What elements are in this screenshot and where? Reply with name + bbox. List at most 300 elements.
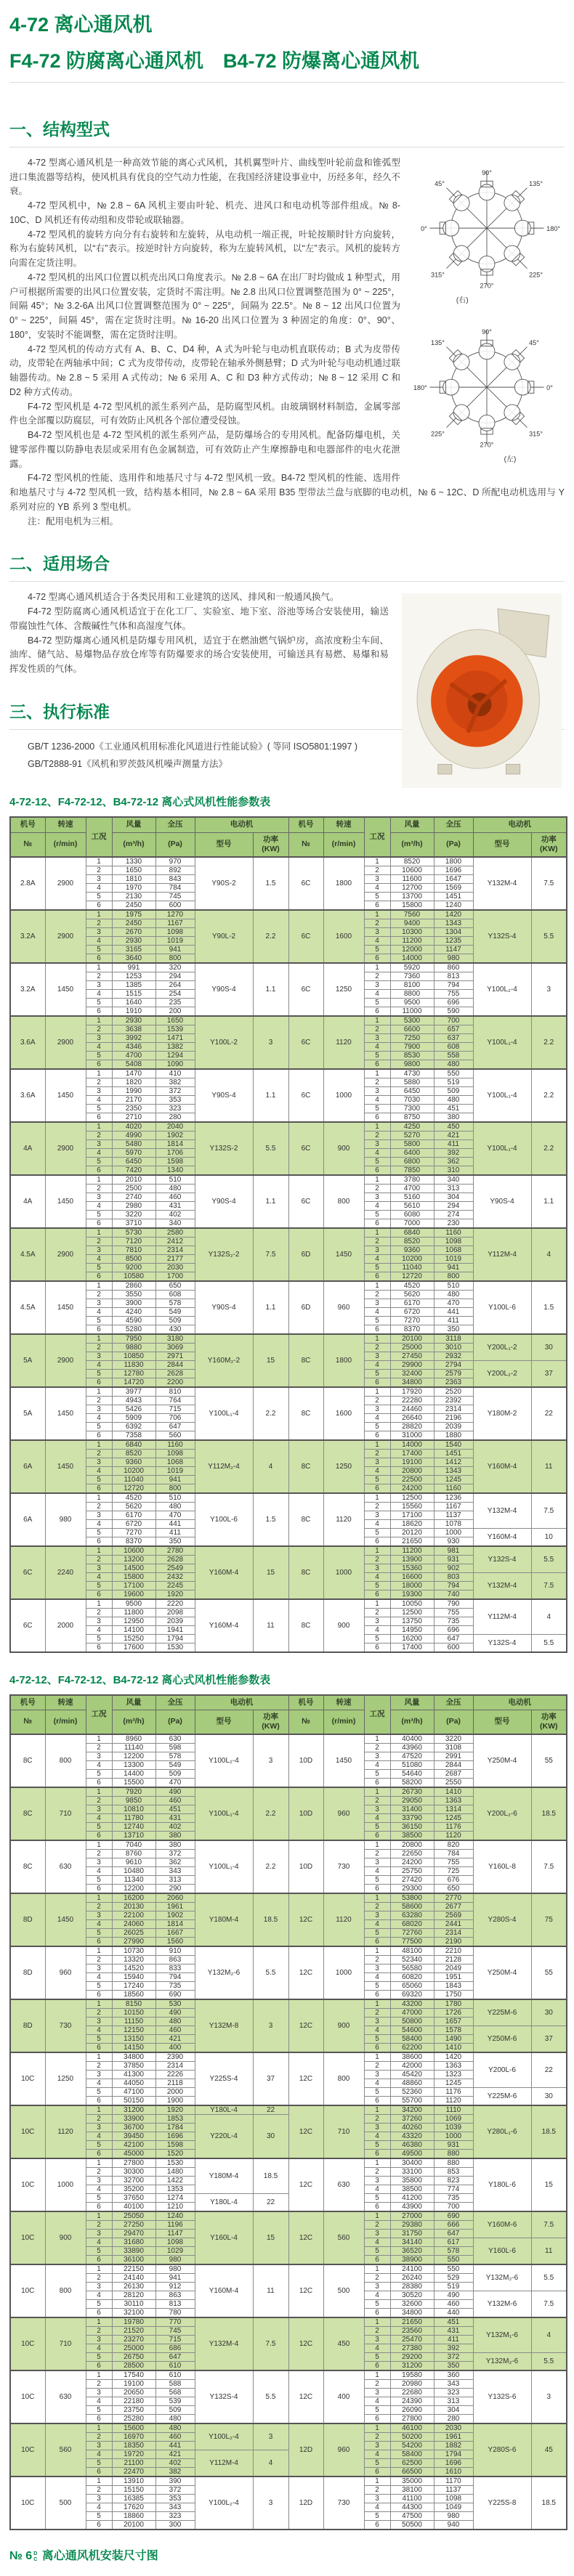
table-cell: 509	[155, 1770, 195, 1779]
column-header: (m³/h)	[112, 832, 155, 857]
table-cell: 1600	[323, 910, 364, 963]
table-cell: 1	[364, 1334, 390, 1344]
table-cell: 3180	[155, 1334, 195, 1344]
table-cell: 2710	[112, 1113, 155, 1122]
table-cell: 4590	[112, 1316, 155, 1325]
table-cell: 290	[155, 1885, 195, 1894]
table-cell: 1794	[155, 1634, 195, 1643]
table-cell: 4	[86, 1148, 112, 1157]
table-cell: 588	[155, 2380, 195, 2389]
table-cell: 1	[86, 1122, 112, 1131]
table-cell: Y160M-4	[195, 1546, 253, 1599]
table-cell: 5	[364, 1770, 390, 1779]
s2-paragraph-2: F4-72 型防腐离心通风机适宜于在化工厂、实验室、地下室、浴池等场合安装使用，输送带腐蚀性气体、含酸碱性气体和高湿度气体。	[9, 606, 389, 631]
table-cell: 6	[86, 1431, 112, 1440]
table-cell: 54200	[390, 2442, 434, 2450]
table-cell: 8800	[390, 989, 434, 998]
table-cell: 2196	[434, 1413, 473, 1422]
table-cell: 3	[364, 1246, 390, 1254]
table-cell: 8C	[288, 1493, 323, 1546]
table-cell: 630	[45, 2370, 86, 2423]
table-cell: 2	[364, 2486, 390, 2495]
table-cell: 1800	[434, 857, 473, 866]
table-cell: 1902	[155, 1131, 195, 1139]
table-cell: 17240	[112, 1982, 155, 1991]
table-cell: 53800	[390, 1893, 434, 1903]
table-cell: 2	[364, 2062, 390, 2071]
table-cell: 6	[86, 2150, 112, 2159]
table-cell: 810	[155, 1387, 195, 1397]
table-cell: 40260	[390, 2124, 434, 2132]
table-cell: 5	[364, 1823, 390, 1832]
table-cell: 6	[86, 1885, 112, 1894]
table-row	[10, 1122, 567, 1131]
table-cell: 4	[86, 1920, 112, 1929]
table-cell: 12000	[390, 945, 434, 954]
table-cell: 12740	[112, 1823, 155, 1832]
table-cell: 12150	[112, 2026, 155, 2035]
table-row	[10, 963, 567, 972]
table-cell: 490	[155, 1787, 195, 1797]
table-cell: 46100	[390, 2423, 434, 2433]
table-cell: 3	[364, 874, 390, 883]
table-cell: 2	[86, 2168, 112, 2177]
s1-paragraph-5: 4-72 型风机的传动方式有 A、B、C、D4 种，A 式为叶轮与电动机直联传动；B 式为皮带传动，皮带轮在两轴承中间；C 式为皮带传动，皮带轮在轴承外侧悬臂；D 式为叶轮与电动机通过联轴器传动。№ 2.8 ~ 5 采用 A 式传动；№ 6 采用 A、C 和 D3 种方式传动；№ 8 ~ 12 采用 C 和 D2 种方式传动。	[9, 344, 400, 397]
table-cell: 12C	[288, 2158, 323, 2211]
table-cell: 27450	[390, 1352, 434, 1360]
table-cell: 35200	[112, 2185, 155, 2194]
table-cell: 2550	[434, 1779, 473, 1788]
table-cell: 29300	[390, 1885, 434, 1894]
table-cell: 1450	[323, 1734, 364, 1787]
table-cell: 4	[86, 936, 112, 945]
table-cell: 730	[323, 1840, 364, 1893]
table-cell: 13150	[112, 2035, 155, 2044]
table-cell: 1780	[434, 1999, 473, 2009]
table-cell: 12500	[390, 1608, 434, 1617]
table-cell: Y112M-4	[195, 2450, 253, 2477]
table-cell: Y100L₁-4	[195, 1787, 253, 1840]
table-cell: 902	[434, 1564, 473, 1572]
table-cell: 3710	[112, 1219, 155, 1228]
s1-paragraph-4: 4-72 型风机的出风口位置以机壳出风口角度表示。№ 2.8 ~ 6A 在出厂时均做成 1 种型式，用户可根据所需要的出风口位置安装，定货时不需注明。№ 2.8 出风口位置调整范围为 0° ~ 225°，间隔 45°；№ 3.2-6A 出风口位置调整范围为 0° ~ 225°，间隔为 22.5°。№ 8 ~ 12 出风口位置为 0° ~ 225°，间隔 45°，需在定货时注明。№ 16-20 出风口位置为 3 种固定的角度：0°、90°、180°，安装时不能调整，需在定货时注明。	[9, 272, 400, 340]
table-cell: 36700	[112, 2124, 155, 2132]
table-cell: 6	[86, 1113, 112, 1122]
table-cell: 1	[86, 2370, 112, 2380]
table-cell: 21650	[390, 2317, 434, 2327]
table-cell: 46380	[390, 2141, 434, 2150]
table-cell: 9360	[390, 1246, 434, 1254]
table-cell: 981	[434, 1546, 473, 1556]
table-cell: 3	[253, 1016, 288, 1069]
table-cell: 637	[434, 1033, 473, 1042]
table-cell: 5	[364, 2459, 390, 2468]
table-cell: 1343	[434, 1466, 473, 1475]
table-cell: 25000	[390, 1343, 434, 1352]
table-cell: 47000	[390, 2009, 434, 2018]
table-cell: 4	[364, 1201, 390, 1210]
table-cell: 2930	[112, 936, 155, 945]
table-cell: 1450	[45, 1069, 86, 1122]
table-cell: 20800	[390, 1466, 434, 1475]
table-cell: Y90S-4	[195, 1175, 253, 1228]
table-cell: 1	[364, 2105, 390, 2115]
table-cell: 560	[45, 2423, 86, 2477]
table-cell: 11	[253, 1599, 288, 1652]
table-cell: 2860	[112, 1281, 155, 1291]
table-cell: 2780	[155, 1546, 195, 1556]
table-cell: 3	[364, 1086, 390, 1095]
table-cell: 3	[253, 1999, 288, 2052]
rotation-diagram-left	[409, 320, 565, 474]
table-cell: 500	[323, 2264, 364, 2317]
table-cell: 2.8A	[10, 857, 45, 910]
table-cell: Y90S-4	[195, 963, 253, 1016]
table-cell: 1	[86, 2317, 112, 2327]
table-cell: 1	[364, 1387, 390, 1397]
table-cell: 8960	[112, 1734, 155, 1744]
table-cell: 6	[364, 2362, 390, 2371]
table-cell: 647	[434, 1634, 473, 1643]
table-cell: 1667	[155, 1929, 195, 1938]
table-cell: 1137	[434, 1511, 473, 1519]
table-cell: 6C	[288, 1069, 323, 1122]
table-cell: 3	[86, 1086, 112, 1095]
table-cell: 4520	[390, 1281, 434, 1291]
table-cell: 24460	[390, 1405, 434, 1413]
table-cell: Y280L₁-6	[473, 2105, 531, 2158]
table-cell: 900	[45, 2211, 86, 2264]
table-cell: 6	[364, 1938, 390, 1947]
table-cell: 60820	[390, 1973, 434, 1982]
table-cell: 22680	[390, 2389, 434, 2397]
table-cell: 1	[86, 2105, 112, 2115]
table-cell: 6	[364, 2097, 390, 2106]
table-cell: 313	[155, 1876, 195, 1885]
table-cell: Y160M-4	[195, 1599, 253, 1652]
table-cell: 1800	[323, 1334, 364, 1387]
table-cell: Y160M-4	[195, 2264, 253, 2317]
table-cell: 1120	[323, 1893, 364, 1946]
table-cell: 7.5	[531, 1572, 567, 1599]
table-cell: 2	[364, 1131, 390, 1139]
table-row	[10, 2158, 567, 2168]
table-cell: 4	[364, 2450, 390, 2459]
table-cell: 8C	[288, 1599, 323, 1652]
table-row	[10, 1387, 567, 1397]
table-cell: 1.1	[253, 1281, 288, 1334]
table-cell: 12200	[112, 1885, 155, 1894]
table-cell: 24060	[112, 1920, 155, 1929]
table-row	[10, 1946, 567, 1956]
table-cell: 20120	[390, 1528, 434, 1537]
table-cell: 1450	[45, 963, 86, 1016]
table-cell: 2	[86, 1396, 112, 1405]
table-cell: 1323	[434, 2071, 473, 2079]
table-cell: 48100	[390, 1946, 434, 1956]
table-cell: 3.2A	[10, 910, 45, 963]
table-cell: 2900	[45, 1122, 86, 1175]
table-cell: 910	[155, 1946, 195, 1956]
table-cell: 3	[531, 2370, 567, 2423]
table-cell: 7950	[112, 1334, 155, 1344]
table-cell: 38500	[390, 2185, 434, 2194]
table-cell: 27420	[390, 1876, 434, 1885]
table-cell: 460	[155, 2026, 195, 2035]
table-cell: 2049	[434, 1964, 473, 1973]
table-cell: 800	[155, 1484, 195, 1493]
table-cell: 480	[155, 1502, 195, 1511]
table-cell: 31400	[390, 1805, 434, 1814]
table-cell: 45000	[112, 2150, 155, 2159]
table-cell: 32600	[390, 2300, 434, 2309]
table-cell: 3	[86, 1564, 112, 1572]
table-cell: 5	[364, 1369, 390, 1378]
table-cell: 3550	[112, 1290, 155, 1299]
table-cell: 2	[364, 1744, 390, 1752]
table-cell: 37850	[112, 2062, 155, 2071]
table-cell: 696	[434, 998, 473, 1007]
table-cell: 402	[155, 2459, 195, 2468]
table-cell: 519	[434, 2283, 473, 2291]
table-cell: 1120	[434, 1832, 473, 1841]
table-cell: 610	[155, 2362, 195, 2371]
table-cell: 800	[45, 2264, 86, 2317]
angle-label: 135°	[431, 339, 445, 347]
table-cell: 5	[364, 1982, 390, 1991]
table-cell: 1000	[434, 1528, 473, 1537]
table-cell: 18.5	[531, 1787, 567, 1840]
table-cell: 4	[86, 2026, 112, 2035]
table-cell: 14520	[112, 1964, 155, 1973]
angle-label: 270°	[480, 282, 494, 290]
table-cell: 440	[434, 2309, 473, 2318]
angle-label: 90°	[482, 328, 492, 336]
table-cell: 2	[364, 1343, 390, 1352]
table-cell: 360	[434, 2370, 473, 2380]
table-cell: 264	[155, 980, 195, 989]
table-cell: 2177	[155, 1254, 195, 1263]
table-cell: 4	[364, 2238, 390, 2247]
table-cell: 42100	[112, 2141, 155, 2150]
s1-paragraph-8: F4-72 型风机的性能、选用件和地基尺寸与 4-72 型风机一致。B4-72 型风机的性能、选用件和地基尺寸与 4-72 型风机一致，结构基本相同，№ 2.8 ~ 6A 采用 B35 型带法兰盘与底脚的电动机，№ 6 ~ 12C、D 所配电动机选用与 Y 系列对应的 YB 系列 3 型电机。	[9, 473, 565, 512]
table-cell: 1975	[112, 910, 155, 919]
table-cell: 1236	[434, 1493, 473, 1503]
table-cell: 3	[364, 2177, 390, 2185]
table-cell: 3780	[390, 1175, 434, 1185]
table-cell: 18.5	[531, 2477, 567, 2530]
table-cell: 34800	[112, 2052, 155, 2062]
table-cell: 5A	[10, 1387, 45, 1440]
table-cell: 2	[86, 1555, 112, 1564]
table-cell: 8C	[10, 1787, 45, 1840]
table-cell: 24140	[112, 2274, 155, 2283]
table-cell: 4	[86, 1572, 112, 1581]
table-cell: 2	[86, 2380, 112, 2389]
table-cell: 431	[434, 2327, 473, 2336]
column-header: (r/min)	[323, 832, 364, 857]
table-cell: 1253	[112, 972, 155, 980]
section-3-title: 三、执行标准	[9, 699, 565, 730]
table-cell: Y100L₁-4	[473, 1069, 531, 1122]
column-header: (Pa)	[434, 832, 473, 857]
table-cell: 1820	[112, 1078, 155, 1086]
table-cell: Y100L₁-4	[473, 1016, 531, 1069]
table-cell: 2000	[155, 2088, 195, 2097]
table-cell: 650	[155, 1281, 195, 1291]
table-cell: 40400	[390, 1734, 434, 1744]
table-cell: 460	[434, 2300, 473, 2309]
table-cell: 5.5	[531, 2353, 567, 2371]
table-cell: 5	[86, 1475, 112, 1484]
table-cell: 11780	[112, 1814, 155, 1823]
table-cell: 1	[86, 963, 112, 972]
table-cell: 1120	[45, 2105, 86, 2158]
column-header: 工况	[364, 1695, 390, 1734]
table-cell: 2240	[45, 1546, 86, 1599]
table-cell: 6	[86, 2362, 112, 2371]
table-cell: 27800	[390, 2415, 434, 2424]
table-cell: 7.5	[253, 1228, 288, 1281]
table-cell: 20100	[112, 2521, 155, 2530]
angle-label: 45°	[434, 179, 445, 187]
table-cell: 304	[434, 1192, 473, 1201]
table-cell: 2039	[434, 1422, 473, 1431]
table-cell: 36520	[390, 2247, 434, 2256]
table-cell: 8370	[390, 1325, 434, 1334]
table-cell: Y225M-6	[473, 1999, 531, 2026]
table-cell: 1794	[434, 2450, 473, 2459]
table-cell: Y132M-6	[473, 2291, 531, 2318]
table-cell: 6	[364, 1113, 390, 1122]
table-cell: 650	[434, 1885, 473, 1894]
table-cell: 880	[434, 2150, 473, 2159]
table-cell: 5.5	[531, 2264, 567, 2291]
table-cell: Y160L-4	[195, 2211, 253, 2264]
table-cell: 2.2	[253, 910, 288, 963]
table-cell: 510	[155, 1493, 195, 1503]
table-cell: 27000	[390, 2211, 434, 2221]
table-cell: 6A	[10, 1493, 45, 1546]
angle-label: 135°	[529, 179, 543, 187]
table-cell: 8760	[112, 1850, 155, 1858]
footer-no: № 6	[9, 2550, 33, 2563]
table-cell: 47100	[112, 2088, 155, 2097]
table-cell: 3118	[434, 1334, 473, 1344]
table-cell: 22	[253, 2194, 288, 2212]
table-cell: Y200L₂-6	[473, 1787, 531, 1840]
table-cell: 13900	[390, 1555, 434, 1564]
table-cell: 30400	[390, 2158, 434, 2168]
table-cell: 6	[86, 1991, 112, 2000]
table-cell: 2	[364, 1449, 390, 1458]
table-cell: 30	[531, 1334, 567, 1361]
table-cell: 22650	[390, 1850, 434, 1858]
table-cell: 380	[434, 1113, 473, 1122]
table-cell: 5A	[10, 1334, 45, 1387]
table-cell: 2.2	[531, 1069, 567, 1122]
table-cell: Y132M-4	[473, 857, 531, 910]
table-cell: 6D	[288, 1228, 323, 1281]
table-cell: 5	[364, 1051, 390, 1060]
table-cell: 1970	[112, 883, 155, 892]
table-cell: 1	[364, 1281, 390, 1291]
table-cell: 1520	[155, 2150, 195, 2159]
table-cell: 29470	[112, 2230, 155, 2238]
table-cell: 7360	[390, 972, 434, 980]
table-cell: 510	[155, 1175, 195, 1185]
table-cell: 5620	[112, 1502, 155, 1511]
table-cell: 41300	[112, 2071, 155, 2079]
table-cell: 15560	[390, 1502, 434, 1511]
table-cell: 68020	[390, 1920, 434, 1929]
table-cell: 4	[364, 1254, 390, 1263]
table-cell: 343	[434, 2380, 473, 2389]
table-cell: 49500	[390, 2150, 434, 2159]
table-cell: 12700	[390, 883, 434, 892]
table-cell: 2030	[155, 1263, 195, 1272]
table-cell: 1314	[434, 1805, 473, 1814]
column-header: (Pa)	[155, 832, 195, 857]
table-cell: 10200	[112, 1466, 155, 1475]
table-cell: 3	[253, 2423, 288, 2450]
table-cell: 8100	[390, 980, 434, 989]
table-row	[10, 1069, 567, 1078]
table-cell: Y132M₂-6	[473, 2264, 531, 2291]
table-cell: 2971	[155, 1352, 195, 1360]
column-header: №	[288, 1710, 323, 1734]
table-cell: 833	[155, 1964, 195, 1973]
table-cell: 19100	[112, 2380, 155, 2389]
table-cell: 6450	[112, 1157, 155, 1166]
table-cell: 40100	[112, 2203, 155, 2212]
table-cell: 17100	[390, 1511, 434, 1519]
angle-label: 315°	[529, 430, 543, 438]
table-cell: 4	[364, 1042, 390, 1051]
table-cell: 4A	[10, 1122, 45, 1175]
table-cell: 5	[86, 892, 112, 901]
table-cell: 27380	[390, 2344, 434, 2353]
table-cell: 1	[86, 1599, 112, 1609]
table-cell: 43960	[390, 1744, 434, 1752]
rotation-diagram-svg	[411, 320, 563, 471]
angle-label: 180°	[546, 224, 561, 232]
table-cell: 28820	[390, 1422, 434, 1431]
table-cell: 411	[434, 2336, 473, 2344]
table-cell: 6	[86, 2309, 112, 2318]
table-cell: 755	[434, 1858, 473, 1867]
table-cell: 230	[434, 1219, 473, 1228]
table-cell: 10600	[390, 866, 434, 874]
table-cell: 1	[86, 1999, 112, 2009]
table-cell: 1	[86, 2158, 112, 2168]
title-divider	[9, 82, 565, 83]
standard-line-2: GB/T2888-91《风机和罗茨鼓风机噪声测量方法》	[28, 758, 228, 769]
table-cell: 1069	[434, 2115, 473, 2124]
table-cell: 4	[364, 1095, 390, 1104]
table-cell: 6	[86, 2415, 112, 2424]
table-cell: 2200	[155, 1378, 195, 1387]
table-cell: 2.2	[253, 1787, 288, 1840]
table-cell: 1	[86, 1016, 112, 1025]
table-cell: 15	[253, 1546, 288, 1599]
table-cell: 3	[86, 1352, 112, 1360]
table-cell: 6	[86, 1643, 112, 1652]
table-cell: 8C	[288, 1440, 323, 1493]
table-cell: 600	[155, 901, 195, 910]
table-cell: 8C	[288, 1387, 323, 1440]
table-cell: 1240	[434, 901, 473, 910]
